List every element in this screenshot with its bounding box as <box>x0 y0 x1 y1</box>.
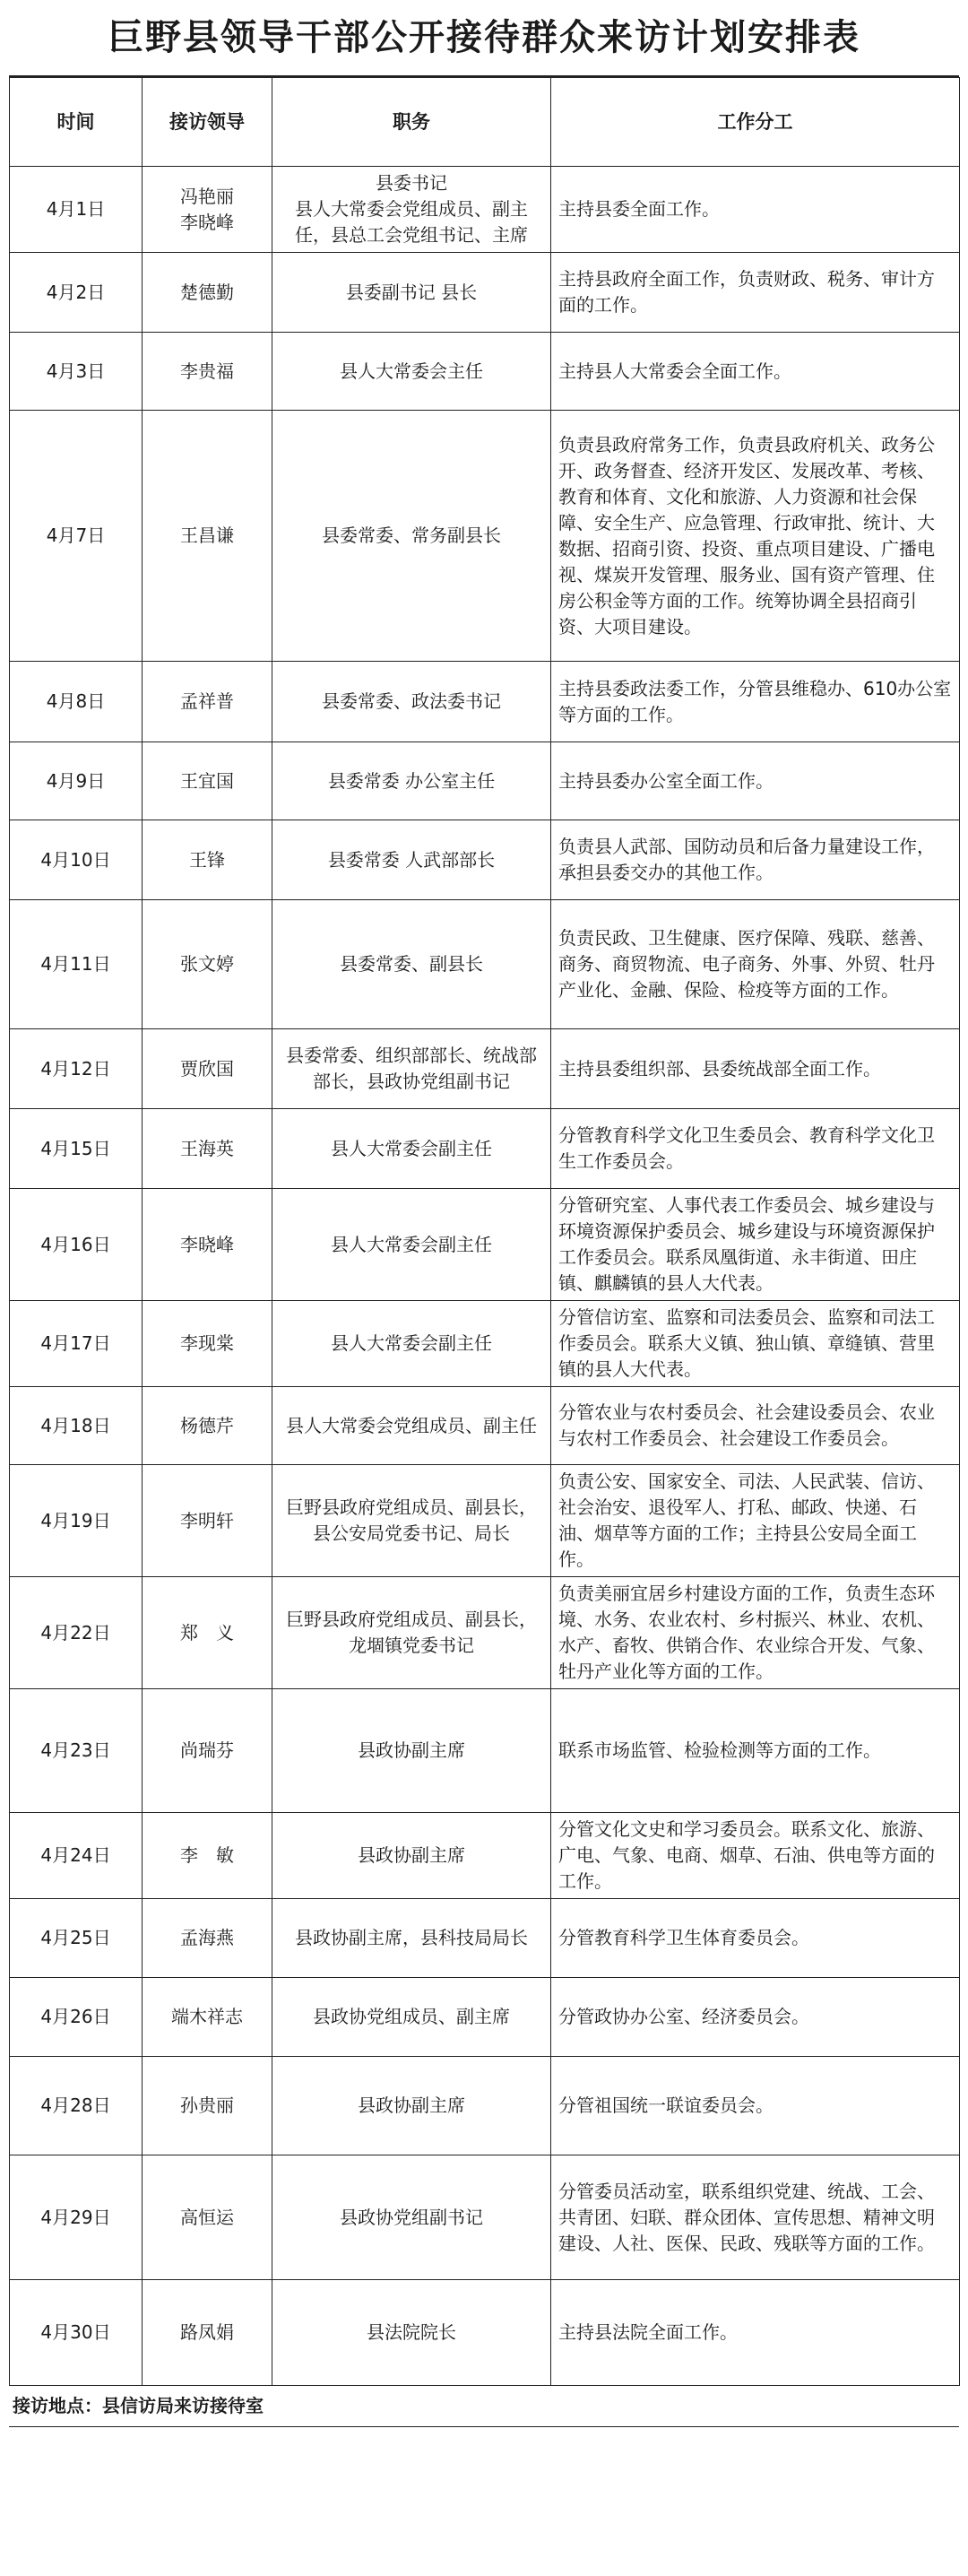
table-header-row <box>10 78 960 167</box>
cell-duty: 分管教育科学卫生体育委员会。 <box>551 1899 960 1978</box>
cell-date: 4月1日 <box>10 167 143 253</box>
cell-duty: 主持县法院全面工作。 <box>551 2280 960 2386</box>
cell-duty: 分管祖国统一联谊委员会。 <box>551 2057 960 2155</box>
cell-duty: 主持县政府全面工作，负责财政、税务、审计方面的工作。 <box>551 253 960 333</box>
cell-date: 4月28日 <box>10 2057 143 2155</box>
cell-leader: 李晓峰 <box>143 1189 272 1301</box>
cell-leader: 李现棠 <box>143 1301 272 1387</box>
visit-location-note: 接访地点：县信访局来访接待室 <box>9 2386 959 2427</box>
table-row <box>10 253 960 333</box>
header-position: 职务 <box>272 78 551 167</box>
table-row <box>10 900 960 1029</box>
cell-date: 4月11日 <box>10 900 143 1029</box>
cell-duty: 分管研究室、人事代表工作委员会、城乡建设与环境资源保护委员会、城乡建设与环境资源保护工作委员会。联系凤凰街道、永丰街道、田庄镇、麒麟镇的县人大代表。 <box>551 1189 960 1301</box>
cell-duty: 负责县政府常务工作，负责县政府机关、政务公开、政务督查、经济开发区、发展改革、考核、教育和体育、文化和旅游、人力资源和社会保障、安全生产、应急管理、行政审批、统计、大数据、招商引资、投资、重点项目建设、广播电视、煤炭开发管理、服务业、国有资产管理、住房公积金等方面的工作。统筹协调全县招商引资、大项目建设。 <box>551 411 960 662</box>
cell-leader: 王昌谦 <box>143 411 272 662</box>
table-row <box>10 1387 960 1465</box>
cell-date: 4月22日 <box>10 1577 143 1689</box>
cell-position: 巨野县政府党组成员、副县长，龙堌镇党委书记 <box>272 1577 551 1689</box>
cell-position: 县委常委、常务副县长 <box>272 411 551 662</box>
cell-date: 4月7日 <box>10 411 143 662</box>
cell-date: 4月10日 <box>10 820 143 900</box>
header-duty: 工作分工 <box>551 78 960 167</box>
cell-position: 县政协党组副书记 <box>272 2155 551 2280</box>
cell-duty: 分管政协办公室、经济委员会。 <box>551 1978 960 2057</box>
schedule-table <box>9 77 960 2386</box>
table-row <box>10 1189 960 1301</box>
cell-leader: 王海英 <box>143 1109 272 1189</box>
cell-leader: 李贵福 <box>143 333 272 411</box>
cell-duty: 主持县人大常委会全面工作。 <box>551 333 960 411</box>
cell-position: 县政协党组成员、副主席 <box>272 1978 551 2057</box>
cell-duty: 主持县委政法委工作，分管县维稳办、610办公室等方面的工作。 <box>551 662 960 742</box>
header-date: 时间 <box>10 78 143 167</box>
cell-duty: 主持县委全面工作。 <box>551 167 960 253</box>
cell-date: 4月3日 <box>10 333 143 411</box>
cell-duty: 分管农业与农村委员会、社会建设委员会、农业与农村工作委员会、社会建设工作委员会。 <box>551 1387 960 1465</box>
cell-duty: 负责公安、国家安全、司法、人民武装、信访、社会治安、退役军人、打私、邮政、快递、石油、烟草等方面的工作；主持县公安局全面工作。 <box>551 1465 960 1577</box>
cell-position: 县政协副主席 <box>272 2057 551 2155</box>
cell-duty: 联系市场监管、检验检测等方面的工作。 <box>551 1689 960 1813</box>
cell-leader: 张文婷 <box>143 900 272 1029</box>
cell-duty: 分管教育科学文化卫生委员会、教育科学文化卫生工作委员会。 <box>551 1109 960 1189</box>
cell-position: 县政协副主席，县科技局局长 <box>272 1899 551 1978</box>
cell-date: 4月30日 <box>10 2280 143 2386</box>
table-row <box>10 167 960 253</box>
cell-date: 4月19日 <box>10 1465 143 1577</box>
cell-position: 县人大常委会副主任 <box>272 1189 551 1301</box>
cell-position: 县委常委 人武部部长 <box>272 820 551 900</box>
cell-date: 4月16日 <box>10 1189 143 1301</box>
cell-position: 县委常委、副县长 <box>272 900 551 1029</box>
table-body <box>10 167 960 2386</box>
cell-leader: 王锋 <box>143 820 272 900</box>
cell-date: 4月12日 <box>10 1029 143 1109</box>
cell-duty: 分管信访室、监察和司法委员会、监察和司法工作委员会。联系大义镇、独山镇、章缝镇、营里镇的县人大代表。 <box>551 1301 960 1387</box>
table-row <box>10 742 960 820</box>
cell-leader: 尚瑞芬 <box>143 1689 272 1813</box>
cell-position: 县委副书记 县长 <box>272 253 551 333</box>
cell-date: 4月18日 <box>10 1387 143 1465</box>
cell-leader: 王宜国 <box>143 742 272 820</box>
cell-leader: 孙贵丽 <box>143 2057 272 2155</box>
cell-date: 4月23日 <box>10 1689 143 1813</box>
cell-position: 巨野县政府党组成员、副县长，县公安局党委书记、局长 <box>272 1465 551 1577</box>
cell-leader: 贾欣国 <box>143 1029 272 1109</box>
cell-date: 4月8日 <box>10 662 143 742</box>
table-row <box>10 2057 960 2155</box>
cell-position: 县人大常委会副主任 <box>272 1301 551 1387</box>
cell-date: 4月2日 <box>10 253 143 333</box>
cell-duty: 负责县人武部、国防动员和后备力量建设工作，承担县委交办的其他工作。 <box>551 820 960 900</box>
cell-date: 4月15日 <box>10 1109 143 1189</box>
cell-leader: 郑 义 <box>143 1577 272 1689</box>
cell-position: 县委书记 县人大常委会党组成员、副主任，县总工会党组书记、主席 <box>272 167 551 253</box>
cell-date: 4月17日 <box>10 1301 143 1387</box>
cell-date: 4月24日 <box>10 1813 143 1899</box>
cell-position: 县法院院长 <box>272 2280 551 2386</box>
cell-leader: 高恒运 <box>143 2155 272 2280</box>
table-row <box>10 2155 960 2280</box>
cell-position: 县政协副主席 <box>272 1689 551 1813</box>
header-leader: 接访领导 <box>143 78 272 167</box>
cell-date: 4月29日 <box>10 2155 143 2280</box>
table-row <box>10 662 960 742</box>
table-row <box>10 1301 960 1387</box>
cell-position: 县人大常委会党组成员、副主任 <box>272 1387 551 1465</box>
table-row <box>10 1978 960 2057</box>
table-row <box>10 1899 960 1978</box>
document-title: 巨野县领导干部公开接待群众来访计划安排表 <box>9 0 959 77</box>
cell-leader: 李 敏 <box>143 1813 272 1899</box>
cell-date: 4月25日 <box>10 1899 143 1978</box>
cell-duty: 分管委员活动室，联系组织党建、统战、工会、共青团、妇联、群众团体、宣传思想、精神文明建设、人社、医保、民政、残联等方面的工作。 <box>551 2155 960 2280</box>
cell-date: 4月26日 <box>10 1978 143 2057</box>
cell-position: 县委常委、组织部部长、统战部部长，县政协党组副书记 <box>272 1029 551 1109</box>
cell-duty: 主持县委组织部、县委统战部全面工作。 <box>551 1029 960 1109</box>
cell-leader: 楚德勤 <box>143 253 272 333</box>
table-row <box>10 1109 960 1189</box>
cell-position: 县委常委 办公室主任 <box>272 742 551 820</box>
table-row <box>10 1465 960 1577</box>
cell-date: 4月9日 <box>10 742 143 820</box>
table-row <box>10 1577 960 1689</box>
cell-duty: 负责民政、卫生健康、医疗保障、残联、慈善、商务、商贸物流、电子商务、外事、外贸、牡丹产业化、金融、保险、检疫等方面的工作。 <box>551 900 960 1029</box>
cell-leader: 杨德芹 <box>143 1387 272 1465</box>
cell-duty: 分管文化文史和学习委员会。联系文化、旅游、广电、气象、电商、烟草、石油、供电等方面的工作。 <box>551 1813 960 1899</box>
table-row <box>10 1813 960 1899</box>
cell-leader: 孟海燕 <box>143 1899 272 1978</box>
cell-position: 县人大常委会副主任 <box>272 1109 551 1189</box>
table-row <box>10 2280 960 2386</box>
table-row <box>10 1689 960 1813</box>
table-row <box>10 333 960 411</box>
cell-leader: 冯艳丽 李晓峰 <box>143 167 272 253</box>
cell-leader: 路凤娟 <box>143 2280 272 2386</box>
table-row <box>10 411 960 662</box>
cell-duty: 负责美丽宜居乡村建设方面的工作，负责生态环境、水务、农业农村、乡村振兴、林业、农机、水产、畜牧、供销合作、农业综合开发、气象、牡丹产业化等方面的工作。 <box>551 1577 960 1689</box>
cell-position: 县委常委、政法委书记 <box>272 662 551 742</box>
cell-duty: 主持县委办公室全面工作。 <box>551 742 960 820</box>
cell-position: 县人大常委会主任 <box>272 333 551 411</box>
table-row <box>10 820 960 900</box>
table-row <box>10 1029 960 1109</box>
cell-leader: 端木祥志 <box>143 1978 272 2057</box>
cell-position: 县政协副主席 <box>272 1813 551 1899</box>
cell-leader: 李明轩 <box>143 1465 272 1577</box>
cell-leader: 孟祥普 <box>143 662 272 742</box>
